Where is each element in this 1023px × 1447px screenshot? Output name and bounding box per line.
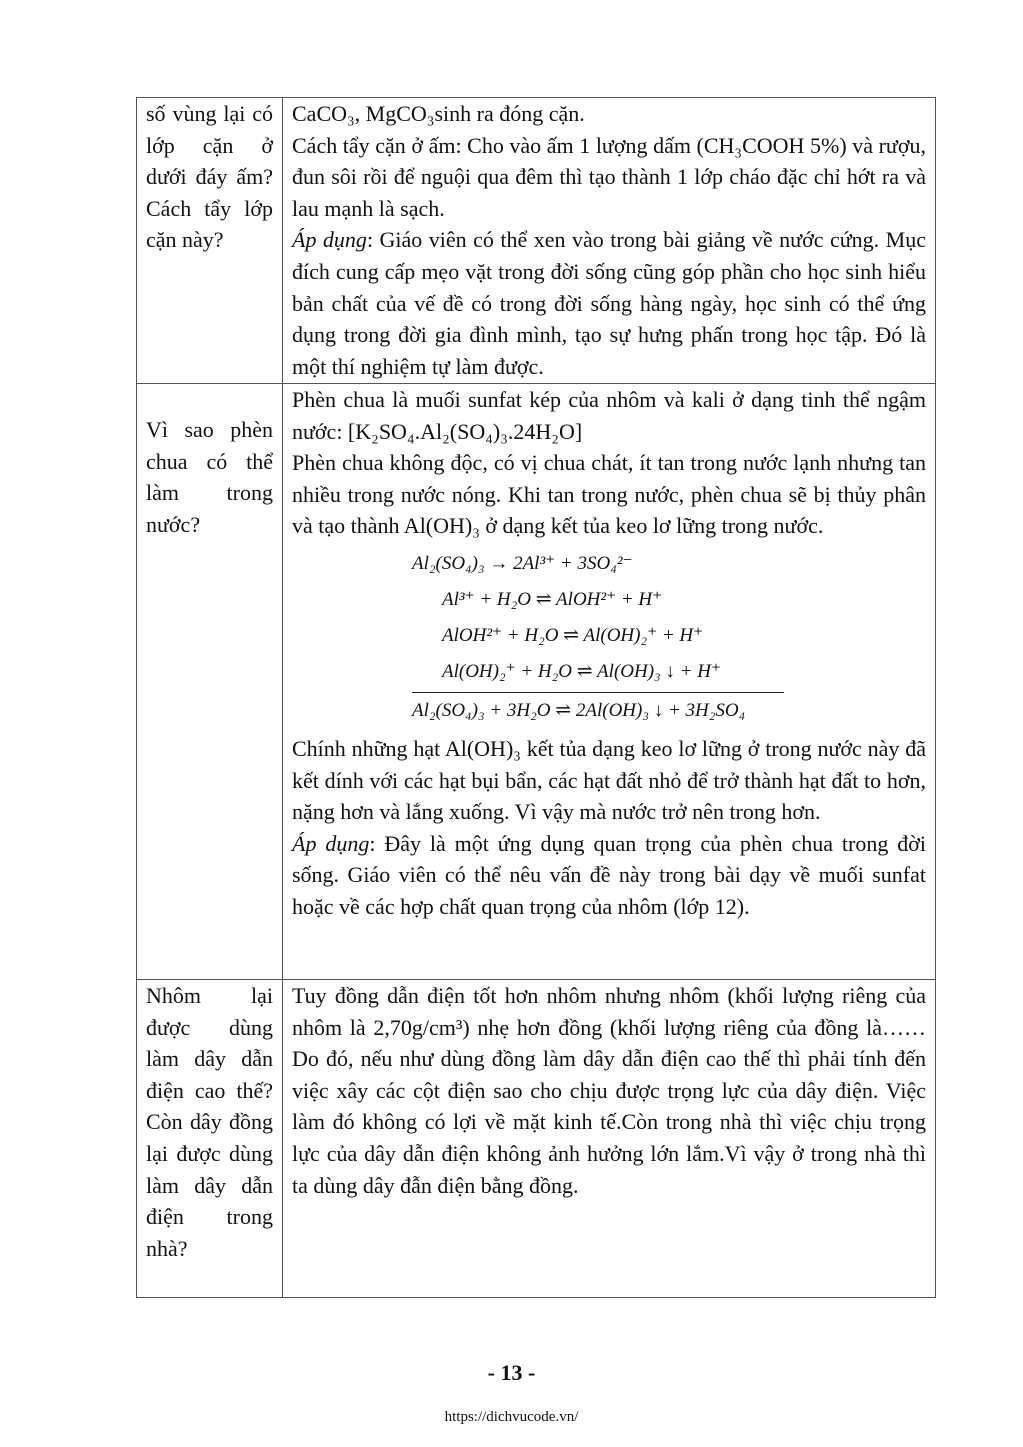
answer-cell	[283, 980, 936, 1298]
answer-paragraph: Tuy đồng dẫn điện tốt hơn nhôm nhưng nhôm (khối lượng riêng của nhôm là 2,70g/cm³) nhẹ hơn đồng (khối lượng riêng của đồng là…… Do đó, nếu như dùng đồng làm dây dẫn điện cao thế thì phải tính đến việc xây các cột điện sao cho chịu được trọng lực của dây điện. Việc làm đó không có lợi về mặt kinh tế.Còn trong nhà thì việc chịu trọng lực của dây dẫn điện không ảnh hưởng lớn lắm.Vì vậy ở trong nhà thì ta dùng dây đẫn điện bằng đồng.	[292, 983, 926, 1198]
table-row	[137, 384, 936, 980]
equation: Al³⁺ + H₂O ⇌ AlOH²⁺ + H⁺	[442, 588, 663, 610]
answer-paragraph: Phèn chua không độc, có vị chua chát, ít tan trong nước lạnh nhưng tan nhiều trong nước nóng. Khi tan trong nước, phèn chua sẽ bị thủy phân và tạo thành Al(OH)₃ ở dạng kết tủa keo lơ lững trong nước.	[292, 450, 926, 539]
footer-url: https://dichvucode.vn/	[444, 1409, 579, 1425]
answer-cell	[283, 98, 936, 384]
apply-text: : Giáo viên có thể xen vào trong bài giảng về nước cứng. Mục đích cung cấp mẹo vặt trong đời sống cũng góp phần cho học sinh hiểu bản chất của vế đề có trong đời sống hàng ngày, học sinh có thể ứng dụng trong đời gia đình mình, tạo sự hưng phấn trong học tập. Đó là một thí nghiệm tự làm được.	[292, 227, 926, 379]
apply-label: Áp dụng	[292, 227, 367, 253]
answer-paragraph: Chính những hạt Al(OH)₃ kết tủa dạng keo lơ lững ở trong nước này đã kết dính với các hạt bụi bẩn, các hạt đất nhỏ để trở thành hạt đất to hơn, nặng hơn và lắng xuống. Vì vậy mà nước trở nên trong hơn.	[292, 735, 926, 825]
equation: AlOH²⁺ + H₂O ⇌ Al(OH)₂⁺ + H⁺	[442, 624, 704, 646]
answer-paragraph: Phèn chua là muối sunfat kép của nhôm và kali ở dạng tinh thể ngậm nước: [K₂SO₄.Al₂(SO₄)₃.24H₂O]	[292, 387, 926, 444]
equation: Al₂(SO₄)₃ + 3H₂O ⇌ 2Al(OH)₃ ↓ + 3H₂SO₄	[412, 699, 746, 721]
equation: Al₂(SO₄)₃ → 2Al³⁺ + 3SO₄²⁻	[412, 552, 633, 574]
answer-paragraph: Cách tẩy cặn ở ấm: Cho vào ấm 1 lượng dấm (CH₃COOH 5%) và rượu, đun sôi rồi để nguội qua đêm thì tạo thành 1 lớp cháo đặc chỉ hớt ra và lau mạnh là sạch.	[292, 132, 926, 221]
table-row	[137, 98, 936, 384]
answer-cell	[283, 384, 936, 980]
question-cell	[137, 384, 283, 980]
table-row	[137, 980, 936, 1298]
hydrolysis-equations	[412, 542, 802, 733]
equation: Al(OH)₂⁺ + H₂O ⇌ Al(OH)₃ ↓ + H⁺	[442, 660, 721, 682]
question-cell	[137, 980, 283, 1298]
apply-text: : Đây là một ứng dụng quan trọng của phèn chua trong đời sống. Giáo viên có thể nêu vấn đề này trong bài dạy về muối sunfat hoặc về các hợp chất quan trọng của nhôm (lớp 12).	[292, 830, 926, 919]
qa-table	[136, 97, 936, 1298]
question-text: số vùng lại có lớp cặn ở dưới đáy ấm? Cách tẩy lớp cặn này?	[146, 101, 273, 253]
apply-paragraph	[292, 828, 926, 923]
question-text: Nhôm lại được dùng làm dây dẫn điện cao thế? Còn dây đồng lại được dùng làm dây dẫn điện trong nhà?	[146, 983, 273, 1261]
question-text: Vì sao phèn chua có thể làm trong nước?	[146, 417, 273, 537]
answer-paragraph: CaCO₃, MgCO₃sinh ra đóng cặn.	[292, 101, 585, 126]
page-number: - 13 -	[487, 1360, 536, 1385]
apply-paragraph	[292, 224, 926, 382]
question-cell	[137, 98, 283, 384]
apply-label: Áp dụng	[292, 830, 370, 856]
